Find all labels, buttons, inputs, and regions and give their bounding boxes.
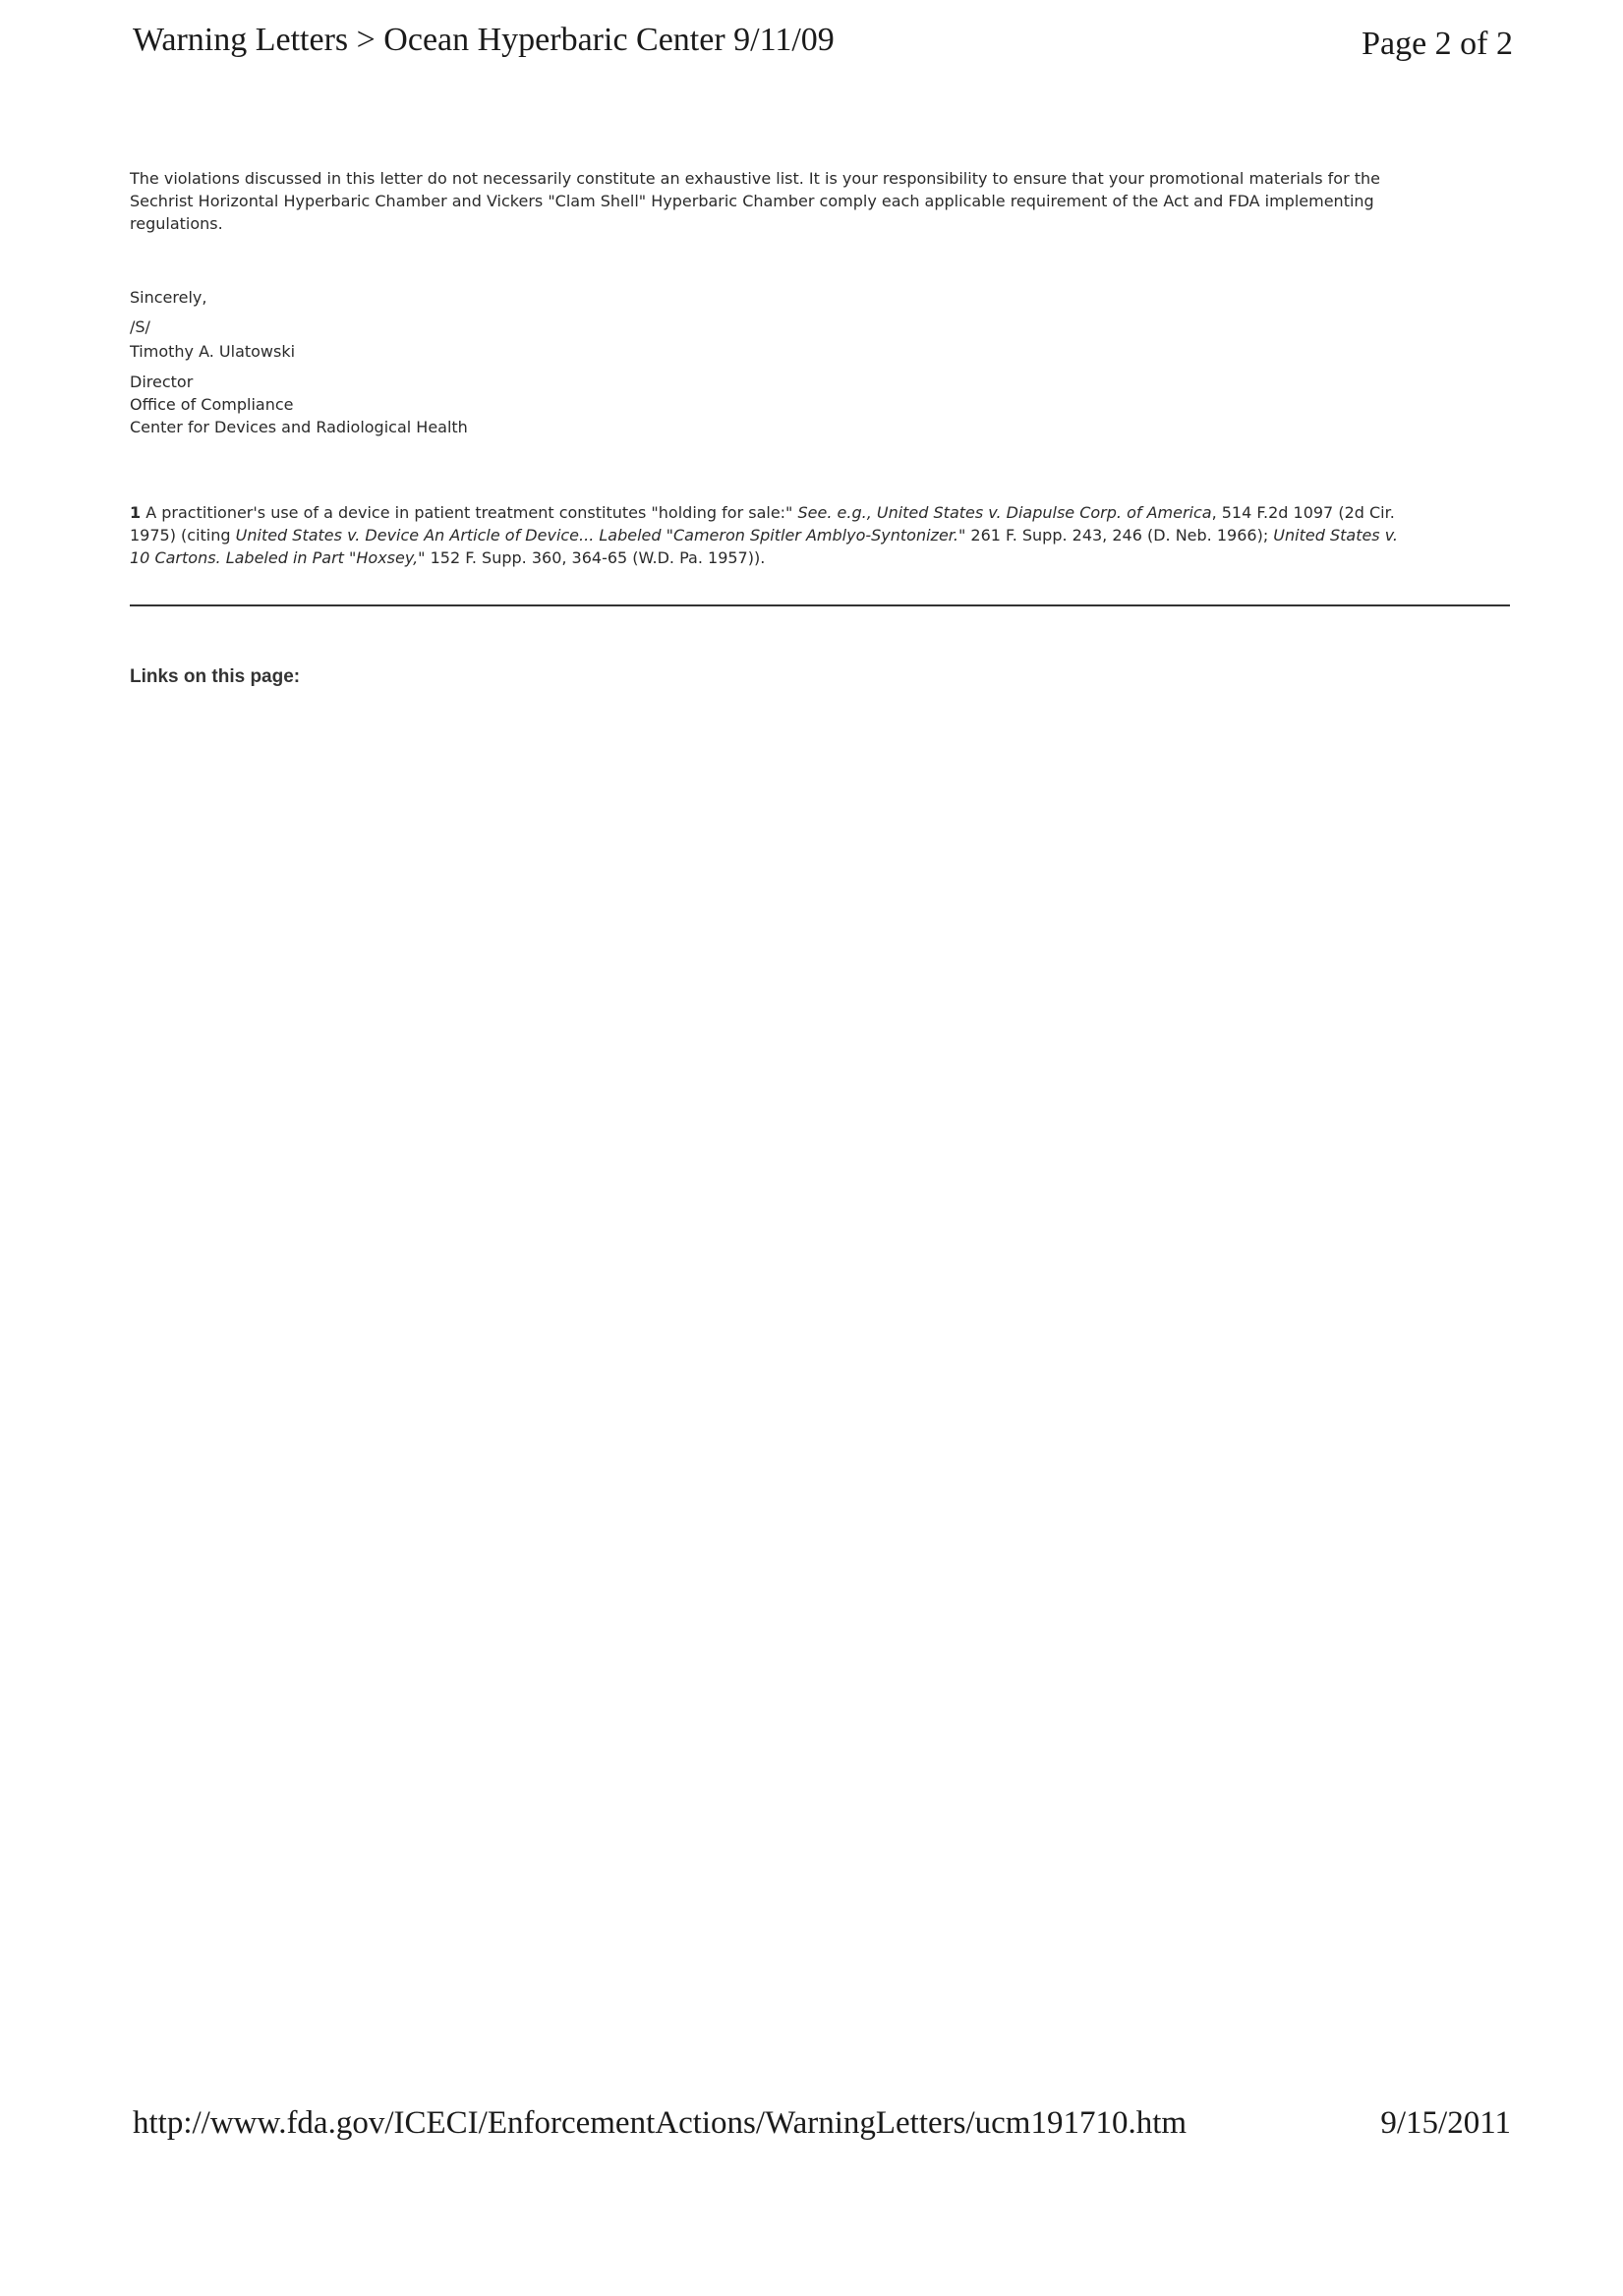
signer-office: Office of Compliance [130,395,294,414]
footnote-citation-1: See. e.g., United States v. Diapulse Corp. of America [797,503,1212,522]
footnote-citation-3a: United States v. [1273,526,1398,545]
footer-url: http://www.fda.gov/ICECI/EnforcementActions/WarningLetters/ucm191710.htm [133,2105,1188,2141]
signer-center: Center for Devices and Radiological Health [130,418,468,436]
intro-line-2: Sechrist Horizontal Hyperbaric Chamber and Vickers "Clam Shell" Hyperbaric Chamber comply each applicable requirement of the Act and FDA implementing [130,192,1374,210]
page-number: Page 2 of 2 [1362,26,1513,62]
intro-paragraph [130,167,1506,235]
horizontal-divider [130,604,1510,606]
closing-salutation: Sincerely, [130,288,207,307]
signer-name: Timothy A. Ulatowski [130,342,296,361]
footnote-citation-2: United States v. Device An Article of Device... Labeled "Cameron Spitler Amblyo-Syntonizer." [235,526,966,545]
footnote-text-3b: 152 F. Supp. 360, 364-65 (W.D. Pa. 1957)). [425,548,766,567]
footnote [130,501,1506,569]
footnote-line-1 [130,501,1506,524]
signature: /S/ [130,317,150,336]
footnote-citation-3b: 10 Cartons. Labeled in Part "Hoxsey," [130,548,426,567]
footnote-number: 1 [130,503,142,522]
intro-line-3: regulations. [130,214,223,233]
footer-date: 9/15/2011 [1380,2105,1511,2141]
footnote-text-2a: 1975) (citing [130,526,236,545]
footnote-line-2 [130,524,1506,546]
signer-title-block [130,371,1506,438]
signer-title: Director [130,373,194,391]
footnote-text-1a: A practitioner's use of a device in patient treatment constitutes "holding for sale:" [141,503,798,522]
intro-line-1: The violations discussed in this letter do not necessarily constitute an exhaustive list. It is your responsibility to ensure that your promotional materials for the [130,169,1380,188]
footnote-text-2c: 261 F. Supp. 243, 246 (D. Neb. 1966); [965,526,1274,545]
footnote-text-1c: , 514 F.2d 1097 (2d Cir. [1211,503,1395,522]
page-header-title: Warning Letters > Ocean Hyperbaric Center 9/11/09 [133,22,835,58]
footnote-line-3 [130,546,1506,569]
links-heading: Links on this page: [130,666,301,687]
